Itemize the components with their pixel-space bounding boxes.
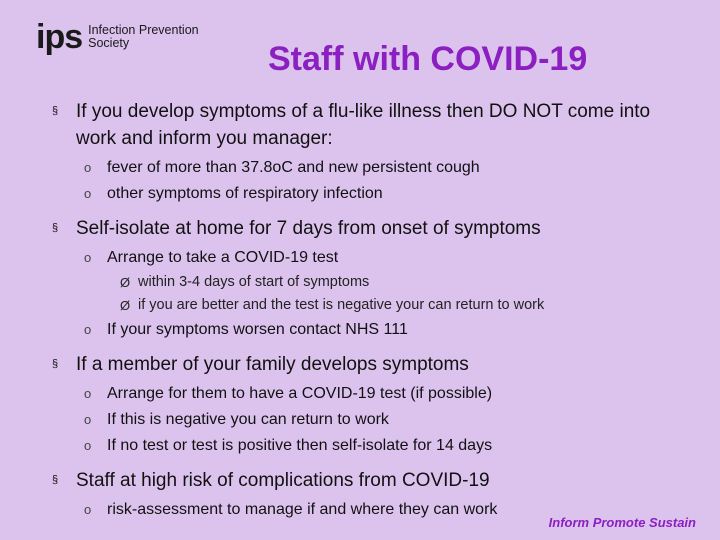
footer-tagline: Inform Promote Sustain [548,515,696,530]
sub-bullet [52,317,692,343]
logo-line-1: Infection Prevention [88,23,199,37]
circle-bullet-icon: o [84,250,92,265]
bullet [52,98,692,152]
circle-bullet-icon: o [84,186,92,201]
bullet [52,467,692,494]
sub-bullet [52,381,692,407]
slide-title: Staff with COVID-19 [268,40,588,78]
arrow-bullet-icon: Ø [120,298,131,313]
sub-bullet [52,181,692,207]
bullet [52,351,692,378]
circle-bullet-icon: o [84,438,92,453]
sub-bullet-text: risk-assessment to manage if and where they can work [107,501,498,518]
square-bullet-icon: § [52,358,59,370]
circle-bullet-icon: o [84,160,92,175]
circle-bullet-icon: o [84,502,92,517]
sub-bullet-text: If this is negative you can return to work [107,411,389,428]
arrow-bullet-icon: Ø [120,275,131,290]
bullet [52,215,692,242]
bullet-text: If you develop symptoms of a flu-like illness then DO NOT come into work and inform you manager: [76,101,651,149]
logo-line-2: Society [88,36,130,50]
sub-bullet-text: Arrange for them to have a COVID-19 test (if possible) [107,385,493,402]
bullet-text: Staff at high risk of complications from COVID-19 [76,470,490,491]
circle-bullet-icon: o [84,386,92,401]
sub-sub-bullet-text: within 3-4 days of start of symptoms [138,274,370,290]
sub-bullet [52,245,692,271]
slide-content [52,96,692,523]
sub-bullet [52,407,692,433]
sub-bullet-text: Arrange to take a COVID-19 test [107,249,339,266]
bullet-text: Self-isolate at home for 7 days from onset of symptoms [76,218,541,239]
sub-sub-bullet [52,271,692,294]
sub-sub-bullet [52,294,692,317]
logo-mark: ips [36,18,83,56]
sub-bullet-text: other symptoms of respiratory infection [107,185,383,202]
sub-bullet-text: fever of more than 37.8oC and new persistent cough [107,159,480,176]
ips-logo [36,20,199,54]
sub-bullet [52,155,692,181]
sub-bullet-text: If your symptoms worsen contact NHS 111 [107,321,408,338]
square-bullet-icon: § [52,105,59,117]
circle-bullet-icon: o [84,412,92,427]
sub-bullet-text: If no test or test is positive then self-isolate for 14 days [107,437,493,454]
square-bullet-icon: § [52,222,59,234]
logo-text [88,24,199,50]
circle-bullet-icon: o [84,322,92,337]
sub-bullet [52,433,692,459]
sub-sub-bullet-text: if you are better and the test is negative your can return to work [138,297,545,313]
square-bullet-icon: § [52,474,59,486]
bullet-text: If a member of your family develops symptoms [76,354,469,375]
